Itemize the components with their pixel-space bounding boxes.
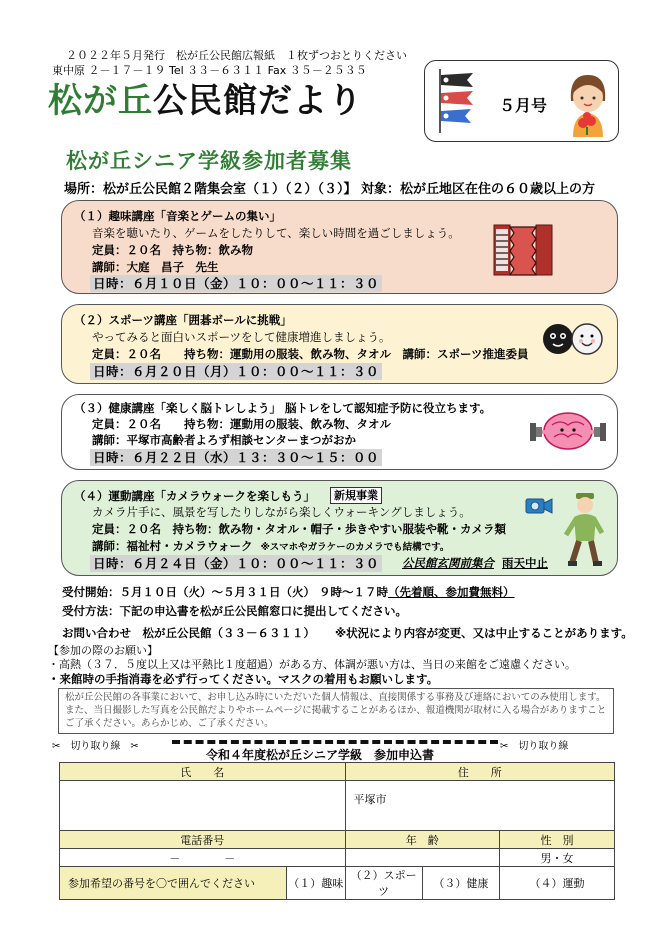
course-description: 音楽を聴いたり、ゲームをしたりして、楽しい時間を過ごしましょう。 (92, 226, 460, 240)
contact-text: お問い合わせ 松が丘公民館（３３－６３１１） (62, 626, 315, 640)
video-camera-icon (524, 493, 554, 519)
course-sports (61, 304, 618, 384)
choice-health[interactable]: （３）健康 (422, 867, 499, 900)
privacy-line-2: また、当日撮影した写真を公民館だよりやホームページに掲載することがあるほか、報道機関が取材に入る場合がありますこと (65, 705, 607, 716)
koinobori-icon (437, 67, 481, 135)
course-health (61, 394, 618, 470)
choice-hobby[interactable]: （１）趣味 (287, 867, 345, 900)
course-description: カメラ片手に、風景を写したりしながら楽しくウォーキングしましょう。 (92, 505, 471, 519)
title-green: 松が丘 (48, 81, 153, 121)
choice-sports[interactable]: （２）スポーツ (345, 867, 422, 900)
address-field[interactable]: 平塚市 (345, 781, 614, 831)
address-line: 東中原 ２－１７－１９ Tel ３３－６３１１ Fax ３５－２５３５ (52, 64, 367, 77)
ball-characters-icon (540, 317, 606, 359)
phone-field[interactable]: － － (60, 849, 346, 867)
course-title: （２）スポーツ講座「囲碁ボールに挑戦」 (74, 313, 292, 327)
course-capacity: 定員：２０名 持ち物：飲み物・タオル・帽子・歩きやすい服装や靴・カメラ類 (92, 522, 506, 536)
instructor-name: 講師：福祉村・カメラウォーク (92, 539, 253, 553)
month-label: ５月号 (499, 96, 548, 115)
name-field[interactable] (60, 781, 346, 831)
request-heading: 【参加の際のお願い】 (48, 644, 158, 657)
contact-line (62, 626, 633, 641)
course-date: 日時：６月２４日（金）１０：００～１１：３０ (90, 555, 382, 572)
course-instructor: 講師：平塚市高齢者よろず相談センターまつがおか (92, 433, 357, 447)
application-form-title: 令和４年度松が丘シニア学級 参加申込書 (206, 748, 435, 762)
girl-with-carnation-icon (563, 71, 613, 137)
new-event-badge: 新規事業 (330, 487, 382, 504)
course-title: （４）運動講座「カメラウォークを楽しもう」 (74, 489, 316, 503)
title-black: 公民館だより (153, 81, 363, 121)
address-label: 住 所 (345, 763, 614, 781)
course-exercise (61, 480, 618, 576)
privacy-notice (58, 688, 614, 734)
privacy-line-1: 松が丘公民館の各事業において、お申し込み時にいただいた個人情報は、直接関係する事務及び連絡においてのみ使用します。 (65, 692, 606, 703)
rain-cancel-note: 雨天中止 (502, 556, 548, 570)
course-title: （１）趣味講座「音楽とゲームの集い」 (74, 209, 281, 223)
contact-note: ※状況により内容が変更、又は中止することがあります。 (335, 626, 633, 640)
choice-exercise[interactable]: （４）運動 (500, 867, 615, 900)
age-field[interactable] (345, 849, 500, 867)
cut-line-label-right: ✂ 切り取り線 (500, 741, 569, 752)
reception-period (62, 585, 515, 600)
place-target-line: 場所：松が丘公民館２階集会室（１）（２）（３）】 対象：松が丘地区在住の６０歳以上の方 (64, 182, 596, 197)
course-description: やってみると面白いスポーツをして健康増進しましょう。 (92, 330, 391, 344)
reception-text: 受付開始：５月１０日（火）～５月３１日（火） ９時～１７時 (62, 585, 389, 599)
course-date: 日時：６月１０日（金）１０：００～１１：３０ (90, 275, 382, 292)
issue-line: ２０２２年５月発行 松が丘公民館広報紙 １枚ずつおとりください (66, 49, 407, 62)
reception-note: （先着順、参加費無料） (388, 585, 515, 599)
application-form (59, 762, 615, 900)
course-date: 日時：６月２０日（月）１０：００～１１：３０ (90, 363, 382, 380)
cut-line (172, 740, 498, 744)
course-capacity: 定員：２０名 持ち物：運動用の服装、飲み物、タオル (92, 417, 391, 431)
sex-label: 性 別 (500, 831, 615, 849)
instructor-note: ※スマホやガラケーのカメラでも結構です。 (260, 542, 450, 553)
choice-label: 参加希望の番号を〇で囲んでください (60, 867, 287, 900)
application-method: 受付方法：下記の申込書を松が丘公民館窓口に提出してください。 (62, 604, 407, 618)
age-label: 年 齢 (345, 831, 500, 849)
name-label: 氏 名 (60, 763, 346, 781)
course-instructor: 講師：大庭 昌子 先生 (92, 260, 219, 274)
month-box (424, 60, 619, 142)
course-capacity: 定員：２０名 持ち物：運動用の服装、飲み物、タオル 講師：スポーツ推進委員 (92, 347, 529, 361)
course-title: （３）健康講座「楽しく脳トレしよう」 脳トレをして認知症予防に役立ちます。 (74, 401, 492, 415)
course-date: 日時：６月２２日（水）１３：３０～１５：００ (90, 449, 382, 466)
hiker-icon (560, 489, 610, 569)
accordion-icon (490, 219, 556, 279)
course-capacity: 定員：２０名 持ち物：飲み物 (92, 243, 253, 257)
meeting-place: 公民館玄関前集合 (402, 556, 494, 570)
brain-dumbbell-icon (528, 409, 608, 455)
newsletter-title (48, 80, 363, 122)
privacy-line-3: ご了承ください。あらかじめ、ご了承ください。 (65, 718, 274, 729)
course-instructor (92, 539, 449, 555)
phone-label: 電話番号 (60, 831, 346, 849)
recruitment-subtitle: 松が丘シニア学級参加者募集 (66, 149, 352, 173)
cut-line-label-left: ✂ 切り取り線 ✂ (52, 741, 139, 752)
course-hobby (61, 200, 618, 294)
request-fever: ・高熱（３７．５度以上又は平熱比１度超過）がある方、体調が悪い方は、当日の来館をご遠慮ください。 (48, 658, 576, 671)
sex-field[interactable]: 男・女 (500, 849, 615, 867)
request-hygiene: ・来館時の手指消毒を必ず行ってください。マスクの着用もお願いします。 (48, 672, 439, 686)
